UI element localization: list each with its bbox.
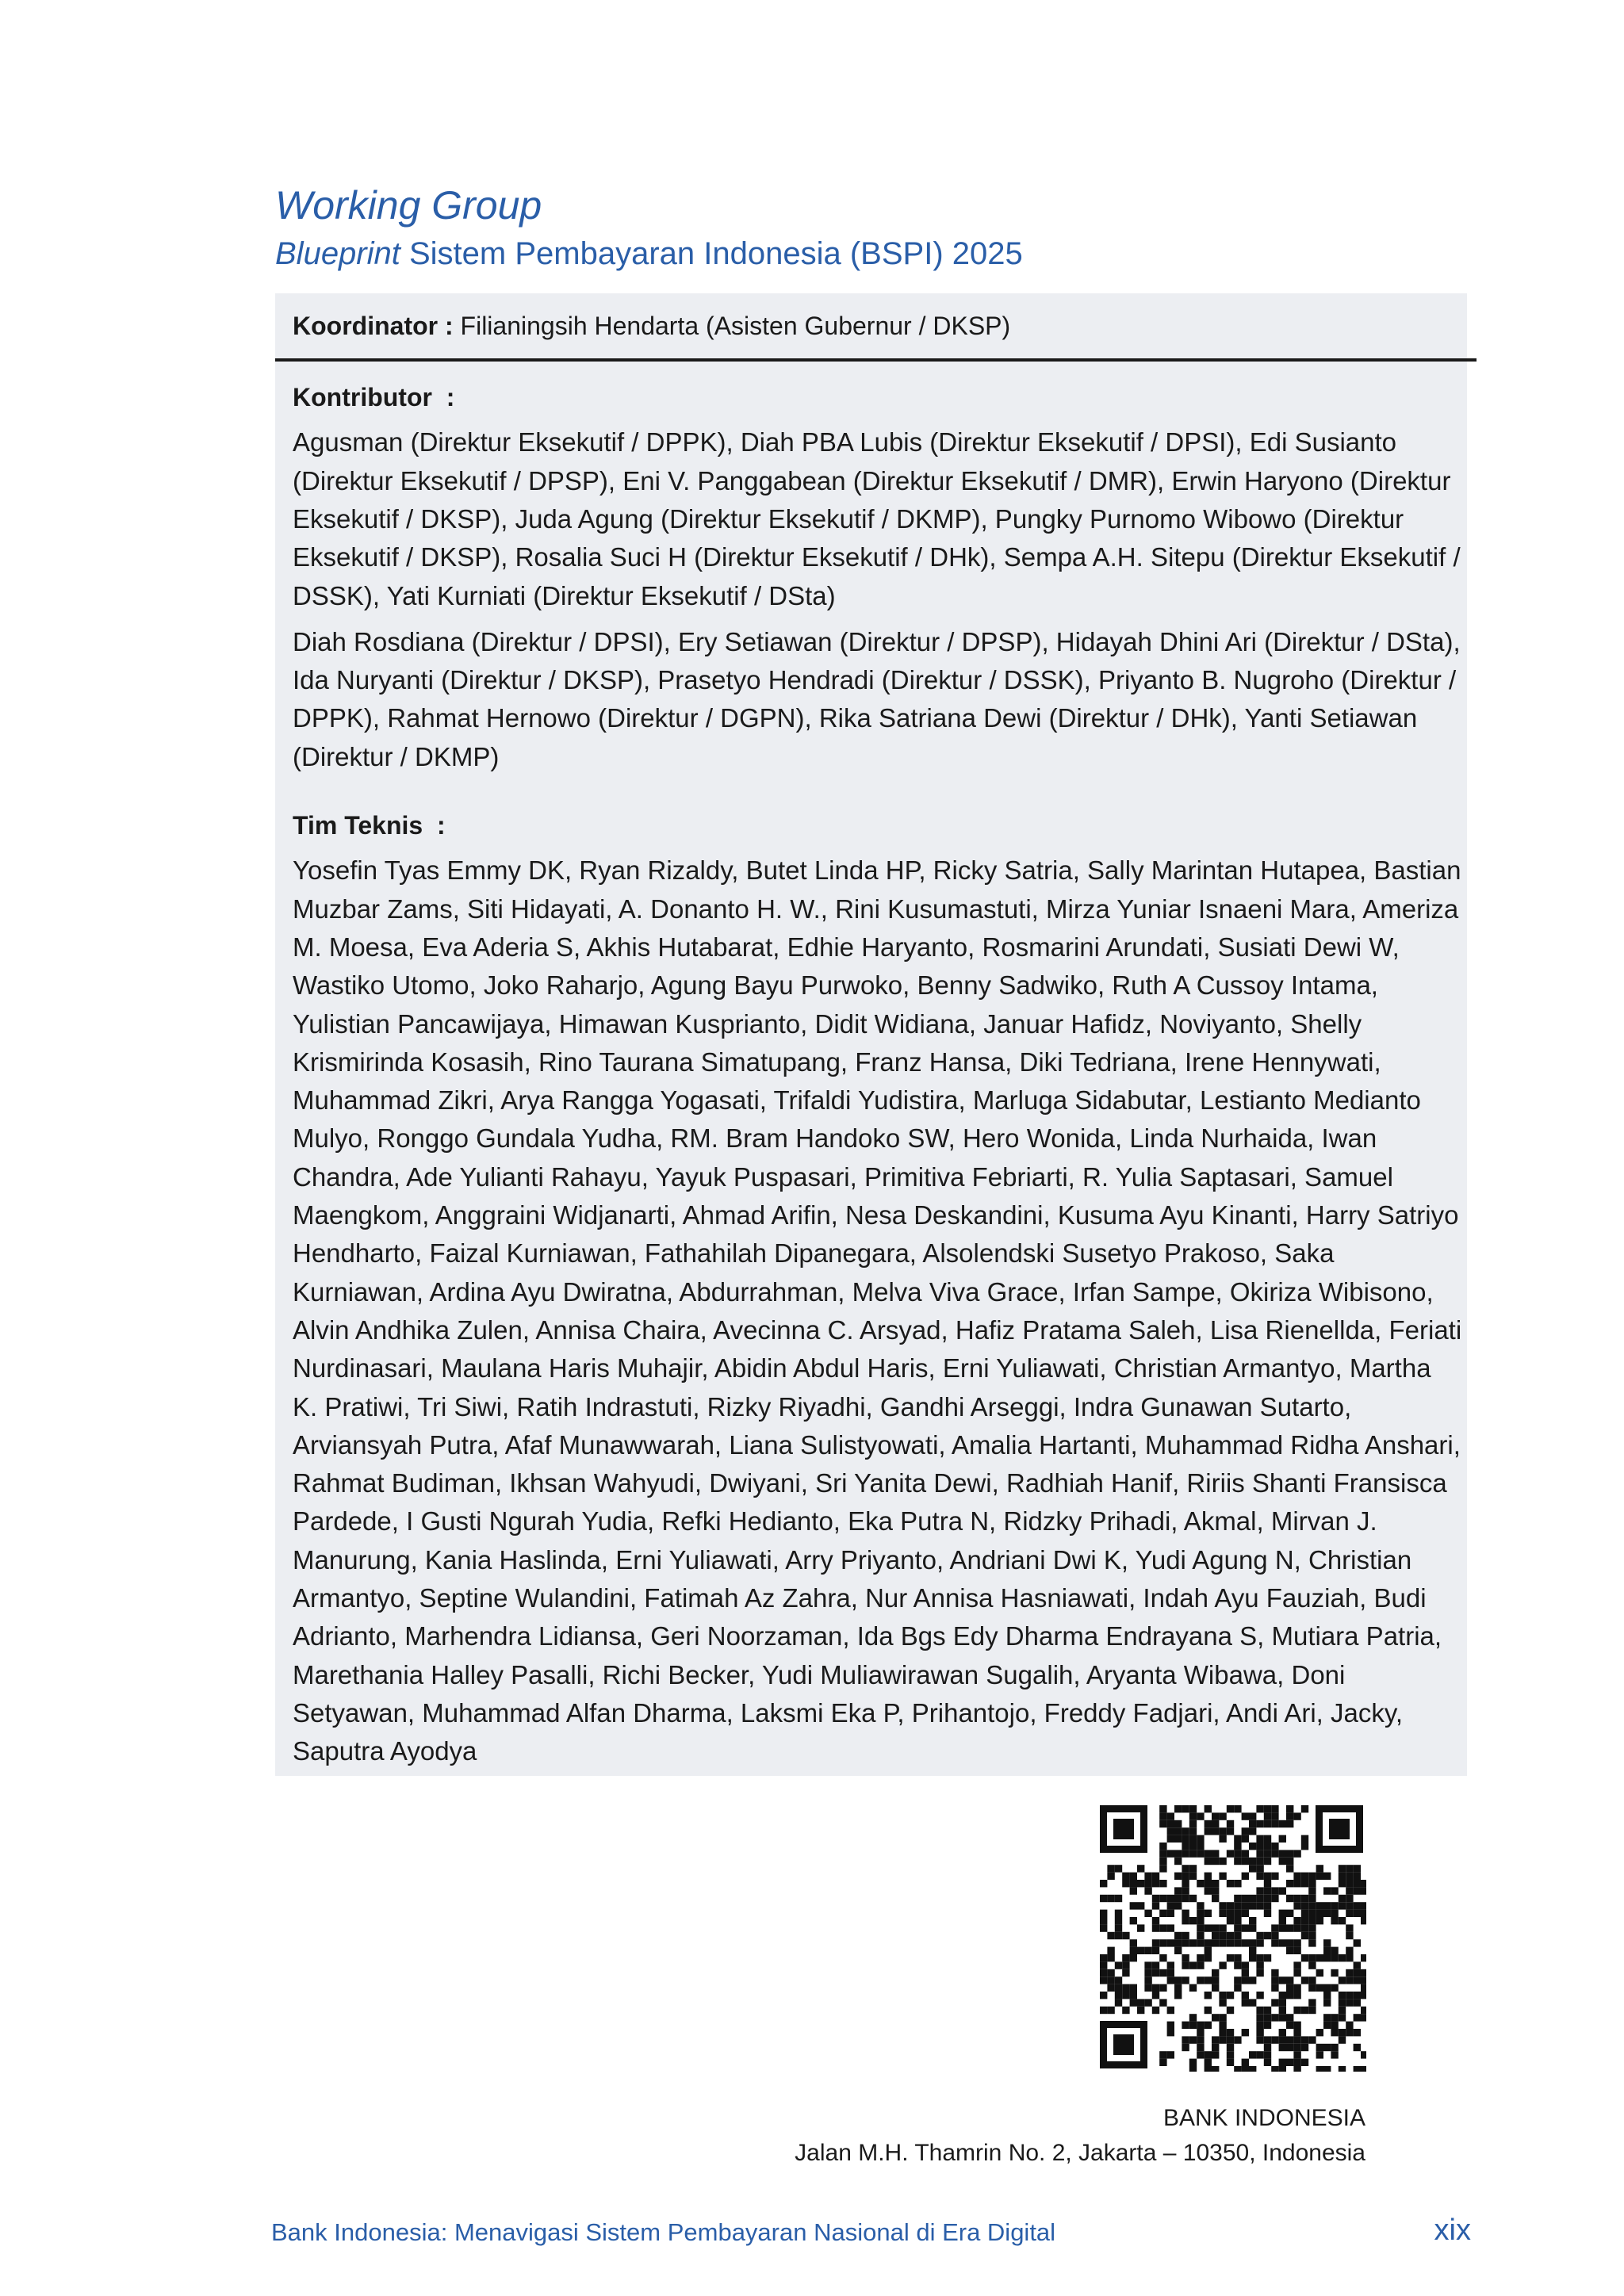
kontributor-paragraph-direktur: Diah Rosdiana (Direktur / DPSI), Ery Setiawan (Direktur / DPSP), Hidayah Dhini Ari (Direktur / DSta), Ida Nuryanti (Direktur / DKSP), Prasetyo Hendradi (Direktur / DSSK), Priyanto B. Nugroho (Direktur / DPPK), Rahmat Hernowo (Direktur / DGPN), Rika Satriana Dewi (Direktur / DHk), Yanti Setiawan (Direktur / DKMP) — [293, 626, 1461, 771]
working-group-panel — [275, 293, 1467, 1776]
page-subtitle — [275, 235, 1023, 272]
tim-teknis-paragraph: Yosefin Tyas Emmy DK, Ryan Rizaldy, Butet Linda HP, Ricky Satria, Sally Marintan Hutapea, Bastian Muzbar Zams, Siti Hidayati, A. Donanto H. W., Rini Kusumastuti, Mirza Yuniar Isnaeni Mara, Ameriza M. Moesa, Eva Aderia S, Akhis Hutabarat, Edhie Haryanto, Rosmarini Arundati, Susiati Dewi W, Wastiko Utomo, Joko Raharjo, Agung Bayu Purwoko, Benny Sadwiko, Ruth A Cussoy Intama, Yulistian Pancawijaya, Himawan Kusprianto, Didit Widiana, Januar Hafidz, Noviyanto, Shelly Krismirinda Kosasih, Rino Taurana Simatupang, Franz Hansa, Diki Tedriana, Irene Hennywati, Muhammad Zikri, Arya Rangga Yogasati, Trifaldi Yudistira, Marluga Sidabutar, Lestianto Medianto Mulyo, Ronggo Gundala Yudha, RM. Bram Handoko SW, Hero Wonida, Linda Nurhaida, Iwan Chandra, Ade Yulianti Rahayu, Yayuk Puspasari, Primitiva Febriarti, R. Yulia Saptasari, Samuel Maengkom, Anggraini Widjanarti, Ahmad Arifin, Nesa Deskandini, Kusuma Ayu Kinanti, Harry Satriyo Hendharto, Faizal Kurniawan, Fathahilah Dipanegara, Alsolendski Susetyo Prakoso, Saka Kurniawan, Ardina Ayu Dwiratna, Abdurrahman, Melva Viva Grace, Irfan Sampe, Okiriza Wibisono, Alvin Andhika Zulen, Annisa Chaira, Avecinna C. Arsyad, Hafiz Pratama Saleh, Lisa Rienellda, Feriati Nurdinasari, Maulana Haris Muhajir, Abidin Abdul Haris, Erni Yuliawati, Christian Armantyo, Martha K. Pratiwi, Tri Siwi, Ratih Indrastuti, Rizky Riyadhi, Gandhi Arseggi, Indra Gunawan Sutarto, Arviansyah Putra, Afaf Munawwarah, Liana Sulistyowati, Amalia Hartanti, Muhammad Ridha Anshari, Rahmat Budiman, Ikhsan Wahyudi, Dwiyani, Sri Yanita Dewi, Radhiah Hanif, Ririis Shanti Fransisca Pardede, I Gusti Ngurah Yudia, Refki Hedianto, Eka Putra N, Ridzky Prihadi, Akmal, Mirvan J. Manurung, Kania Haslinda, Erni Yuliawati, Arry Priyanto, Andriani Dwi K, Yudi Agung N, Christian Armantyo, Septine Wulandini, Fatimah Az Zahra, Nur Annisa Hasniawati, Indah Ayu Fauziah, Budi Adrianto, Marhendra Lidiansa, Geri Noorzaman, Ida Bgs Edy Dharma Endrayana S, Mutiara Patria, Marethania Halley Pasalli, Richi Becker, Yudi Muliawirawan Sugalih, Aryanta Wibawa, Doni Setyawan, Muhammad Alfan Dharma, Laksmi Eka P, Prihantojo, Freddy Fadjari, Andi Ari, Jacky, Saputra Ayodya — [293, 855, 1462, 1766]
kontributor-label: Kontributor : — [293, 383, 455, 411]
subtitle-blueprint: Blueprint — [275, 236, 400, 271]
qr-finder-bottom-left — [1100, 2021, 1147, 2068]
address-org: BANK INDONESIA — [1162, 2105, 1365, 2131]
qr-finder-top-right — [1316, 1805, 1363, 1853]
qr-finder-top-left — [1100, 1805, 1147, 1853]
title-block — [275, 184, 1023, 272]
koordinator-row — [275, 293, 1477, 362]
qr-code — [1097, 1802, 1366, 2072]
kontributor-paragraph-eksekutif: Agusman (Direktur Eksekutif / DPPK), Diah PBA Lubis (Direktur Eksekutif / DPSI), Edi Susianto (Direktur Eksekutif / DPSP), Eni V. Panggabean (Direktur Eksekutif / DMR), Erwin Haryono (Direktur Eksekutif / DKSP), Juda Agung (Direktur Eksekutif / DKMP), Pungky Purnomo Wibowo (Direktur Eksekutif / DKSP), Rosalia Suci H (Direktur Eksekutif / DHk), Sempa A.H. Sitepu (Direktur Eksekutif / DSSK), Yati Kurniati (Direktur Eksekutif / DSta) — [293, 427, 1461, 610]
koordinator-value: Filianingsih Hendarta (Asisten Gubernur / DKSP) — [453, 311, 1011, 340]
address-block — [795, 2101, 1365, 2171]
tim-teknis-section — [293, 810, 1462, 1771]
koordinator-label: Koordinator : — [293, 311, 454, 340]
address-street: Jalan M.H. Thamrin No. 2, Jakarta – 10350, Indonesia — [795, 2140, 1365, 2166]
subtitle-rest: Sistem Pembayaran Indonesia (BSPI) 2025 — [400, 236, 1023, 271]
page-title: Working Group — [275, 183, 542, 228]
tim-teknis-label: Tim Teknis : — [293, 811, 446, 840]
kontributor-section — [293, 382, 1462, 776]
footer-publication-title: Bank Indonesia: Menavigasi Sistem Pembayaran Nasional di Era Digital — [271, 2218, 1056, 2246]
page-number: xix — [1434, 2214, 1471, 2247]
